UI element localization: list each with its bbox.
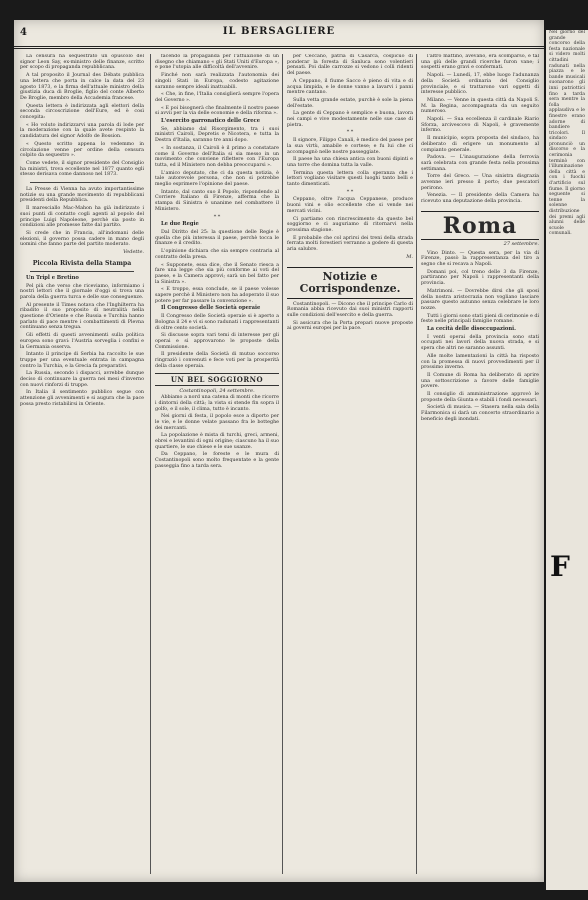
column-2 bbox=[150, 54, 283, 874]
section-title: Notizie e Corrispondenze. bbox=[287, 267, 413, 299]
roma-date: 27 settembre. bbox=[503, 240, 539, 247]
dateline: Costantinopoli, 24 settembre. bbox=[179, 388, 255, 395]
paragraph: Domani poi, col treno delle 3 da Firenze, partiranno per Napoli i rappresentanti della provincia. bbox=[421, 269, 539, 287]
subheading: L'esercito garronatico delle Grece bbox=[161, 118, 261, 125]
paragraph: Si discusse sopra vari temi di interesse per gli operai e si approvarono le proposte della Commissione. bbox=[155, 333, 279, 350]
paragraph: Il paese ha una chiesa antica con buoni dipinti e una torre che domina tutta la valle. bbox=[287, 157, 413, 168]
paragraph: Questa lettera è indirizzata agli elettori della seconda circoscrizione dell'Eure, ed è così concepita: bbox=[20, 103, 144, 121]
paragraph: « In sostanza, il Cairoli è il primo a constatare come il Governo dell'Italia si sia messo in un movimento che conviene riflettere con l'Europa tutta, ed il Ministero non debba preoccuparsi ». bbox=[155, 145, 279, 168]
paragraph: Venezia. — Il presidente della Camera ha ricevuto una deputazione della provincia. bbox=[421, 193, 539, 205]
paragraph: Sulla vetta grande estate, purchè è sole la piena dell'estate. bbox=[287, 97, 413, 109]
paragraph: Società di musica. — Stasera nella sala della Filarmonica si darà un concerto straordinario a beneficio degli inondati. bbox=[421, 405, 539, 422]
paragraph: L'amico deputato, che ci da questa notizia, è tale autorevole persona, che non si potrebbe meglio esprimere l'opinione del paese. bbox=[155, 170, 279, 188]
paragraph: La popolazione è mista di turchi, greci, armeni, ebrei e levantini di ogni origine; ciascuno ha il suo quartiere, le sue chiese e le sue usanze. bbox=[155, 433, 279, 450]
paragraph: l'altro mattino, avevano, era scomparso, e tal una giù delle grandi ricerche furon vane; i sospetti erano gravi e confermati. bbox=[421, 54, 539, 71]
paragraph: Il Comune di Roma ha deliberato di aprire una sottoscrizione a favore delle famiglie povere. bbox=[421, 372, 539, 390]
paragraph: Intanto, dal canto suo il Popolo, rispondendo al Corriere Italiano di Firenze, afferma che la stampa di Sinistra è unanime nel combattere il Ministero. bbox=[155, 189, 279, 212]
masthead: IL BERSAGLIERE bbox=[222, 26, 336, 37]
paragraph: Intanto il principe di Serbia ha raccolto le sue truppe per una eventuale entrata in campagna contro la Turchia, e la Grecia fa preparativi. bbox=[20, 352, 144, 369]
paragraph: per Ceccano, patria di Casarca, cospicuo di ponderar la foresta di Sanluca sono volentieri pensati. Poi dalle carrozze si vedono i colli ridenti del paese. bbox=[287, 54, 413, 77]
paragraph: Come vedete, il signor presidente del Consiglio ha ministri, trova eccellente nel 1877 quanto egli stesso derisava come dannoso nel 1873. bbox=[20, 160, 144, 178]
paragraph: facendo la propaganda per l'attuazione di un disegno che chiamano « gli Stati Uniti d'Europa », e pone l'utopia alle difficoltà dell'avvenire. bbox=[155, 54, 279, 71]
columns bbox=[20, 54, 538, 874]
newspaper-page bbox=[14, 20, 544, 882]
paragraph: La Russia, secondo i dispacci, avrebbe dunque deciso di continuare la guerra nei mesi d'inverno con nuovi rinforzi di truppe. bbox=[20, 371, 144, 388]
paragraph: Costantinopoli. — Dicono che il principe Carlo di Romania abbia ricevuto dai suoi ministri rapporti sulle condizioni dell'esercito e della guerra. bbox=[287, 301, 413, 318]
paragraph: Il presidente della Società di mutuo soccorso ringraziò i convenuti e fece voti per la prosperità della classe operaia. bbox=[155, 352, 279, 369]
paragraph: In Italia il sentimento pubblico segue con attenzione gli avvenimenti e si augura che la pace possa presto ristabilirsi in Oriente. bbox=[20, 390, 144, 407]
paragraph: « E troppo, essa conclude, se il paese volesse sapere perchè il Ministero non ha adoperato il suo potere per far passare la convenzione ». bbox=[155, 287, 279, 304]
paragraph: Napoli. — Sua eccellenza il cardinale Riario Sforza, arcivescovo di Napoli, è gravemente infermo. bbox=[421, 117, 539, 134]
paragraph: « E poi bisognerà che finalmente il nostro paese si avvii per la via delle economie e della riforma ». bbox=[155, 105, 279, 117]
separator-stars: * * bbox=[213, 213, 221, 220]
subheading: Un Tripl e Bretino bbox=[26, 274, 79, 281]
paragraph: Torre del Greco. — Una sinistra disgrazia avvenne ieri presso il porto; due pescatori perirono. bbox=[421, 174, 539, 191]
roma-title: Roma bbox=[442, 212, 518, 239]
paragraph: E probabile che col aprirsi dei treni della strada ferrata molti forestieri verranno a godere di questa aria salubre. bbox=[287, 235, 413, 253]
paragraph: Il Congresso delle Società operaie si è aperto a Bologna il 24 e vi si sono radunati i rappresentanti di oltre cento società. bbox=[155, 314, 279, 331]
subheading: Il Congresso delle Società operaie bbox=[161, 305, 261, 312]
paragraph: Milano. — Venne in questa città da Napoli S. M. la Regina, accompagnata da un seguito numeroso. bbox=[421, 97, 539, 115]
strip-text: Nel giorno del grande concorso della festa nazionale si videro molti cittadini radunati nella piazza e le bande musicali suonarono gli inni patriottici fino a tarda sera mentre la folla applaudiva e le finestre erano adorne di bandiere tricolori. Il sindaco pronunciò un discorso e la cerimonia terminò con l'illuminazione della città e con i fuochi d'artificio sul fiume. Il giorno seguente si tenne la solenne distribuzione dei premi agli alunni delle scuole comunali. bbox=[549, 30, 585, 237]
paragraph: I venti operai della provincia sono stati occupati nei lavori della nuova strada, e si spera che altri ne saranno assunti. bbox=[421, 334, 539, 352]
paragraph: Ci partiamo con rincrescimento da questo bel soggiorno e ci auguriamo di ritornarvi nella prossima stagione. bbox=[287, 216, 413, 233]
paragraph: Finché non sarà realizzata l'autonomia dei singoli Stati in Europa, codesto agitazione saranno sempre ideali inattuabili. bbox=[155, 73, 279, 90]
paragraph: La censura ha sequestrato un opuscolo del signor Leon Say, ex-ministro delle finanze, scritto per scopo di propaganda repubblicana. bbox=[20, 54, 144, 71]
paragraph: A Ceppano, il fiume Sacco è pieno di vita e di acqua limpida, e le donne vanno a lavarvi i panni mentre cantano. bbox=[287, 78, 413, 96]
page-number: 4 bbox=[20, 27, 27, 38]
column-4 bbox=[416, 54, 539, 874]
paragraph: Dal Diritto del 25: la questione delle Regie è quella che più interessa il paese, perchè tocca le finanze e il credito. bbox=[155, 229, 279, 247]
paragraph: Da Ceppano, le foreste e le mura di Costantinopoli sono molto frequentate e la gente passeggia fino a tarda sera. bbox=[155, 452, 279, 469]
paragraph: Tutti i giorni sono stati pieni di cerimonie e di feste nelle principali famiglie romane. bbox=[421, 313, 539, 325]
paragraph: Alle molte lamentazioni la città ha risposto con la promessa di nuovi provvedimenti per il prossimo inverno. bbox=[421, 353, 539, 371]
paragraph: Napoli. — Lunedì, 17, ebbe luogo l'adunanza della Società ordinaria del Consiglio provinciale, e si trattarono vari oggetti di interesse pubblico. bbox=[421, 73, 539, 96]
paragraph: Si crede che in Francia, all'indomani delle elezioni, il governo possa cadere in mano degli uomini che fanno parte del partito moderato. bbox=[20, 230, 144, 248]
paragraph: Gli effetti di questi avvenimenti sulla politica europea sono gravi: l'Austria sorveglia i confini e la Germania osserva. bbox=[20, 333, 144, 350]
paragraph: Termina questa lettera colla speranza che i lettori vogliano visitare questi luoghi tanto belli e tanto dimenticati. bbox=[287, 170, 413, 188]
paragraph: « Ho voluto indirizzarvi una parola di lode per la moderazione con la quale avete respinto la candidatura del signor Adolfo de Bossion. bbox=[20, 122, 144, 140]
paragraph: L'opinione dichiara che sia sempre contraria al contratto della presa. bbox=[155, 249, 279, 260]
paragraph: Ceppano, oltre l'acqua Ceppanese, produce buoni vini e olio eccellente che si vende nei mercati vicini. bbox=[287, 197, 413, 214]
paragraph: Pel più che verso che riceviamo, informiamo i nostri lettori che il giornale d'oggi si trova una parola della guerra turca e delle sue conseguenze. bbox=[20, 283, 144, 300]
separator-stars: * * bbox=[346, 188, 354, 195]
paragraph: « Supponete, essa dice, che il Senato riesca a fare una legge che sia più conforme ai voti del paese, e la Camera approvi; sarà un bel fatto per la Sinistra ». bbox=[155, 262, 279, 285]
subheading: Le due Regie bbox=[161, 221, 199, 228]
paragraph: Il consiglio di amministrazione approvò le proposte della Giunta e stabilì i fondi necessari. bbox=[421, 392, 539, 403]
paragraph: Matrimoni. — Dovrebbe dirsi che gli sposi della nostra aristocrazia non vogliano lasciare passare questo autunno senza celebrare le loro nozze. bbox=[421, 288, 539, 311]
paragraph: « Che, in fine, l'Italia consiglierà sempre l'opera del Governo ». bbox=[155, 92, 279, 103]
strip-initial: F bbox=[550, 550, 570, 583]
signature: Vedette. bbox=[123, 249, 144, 256]
divider bbox=[30, 182, 134, 183]
paragraph: Nei giorni di festa, il popolo esce a diporto per le vie, e le donne velate passano fra le botteghe dei mercanti. bbox=[155, 414, 279, 431]
roma-header bbox=[421, 211, 539, 240]
paragraph: Vino Dinto. — Questa sera, per la via di Firenze, passò la rappresentanza del tiro a segno che si recava a Napoli. bbox=[421, 250, 539, 267]
section-title: UN BEL SOGGIORNO bbox=[155, 373, 279, 386]
paragraph: Il municipio, sopra proposta del sindaco, ha deliberato di erigere un monumento al compianto generale. bbox=[421, 136, 539, 153]
paragraph: La gente di Ceppano è semplice e buona, lavora nei campi e vive modestamente nelle sue case di pietra. bbox=[287, 111, 413, 128]
divider bbox=[30, 271, 134, 272]
column-3 bbox=[282, 54, 417, 874]
section-title: Piccola Rivista della Stampa bbox=[32, 259, 132, 267]
paragraph: « Questo scritto appena lo vedemmo in circolazione venne per ordine della censura colpito da sequestro ». bbox=[20, 141, 144, 159]
separator-stars: * * bbox=[346, 129, 354, 136]
paragraph: Il signore, Filippo Canali, è medico del paese per la sua virtù, amabile e cortese; e fu lui che ci accompagnò nelle nostre passeggiate. bbox=[287, 138, 413, 155]
column-1 bbox=[20, 54, 148, 874]
subheading: La cecità delle disoccupazioni. bbox=[427, 326, 516, 333]
page-header bbox=[14, 20, 544, 49]
paragraph: Abbiamo a nord una catena di monti che ricorre i dintorni della città; la vista si stende fin sopra il golfo, e il sole, il clima, tutto è incanto. bbox=[155, 395, 279, 412]
paragraph: Padova. — L'inaugurazione della ferrovia sarà celebrata con grande festa nella prossima settimana. bbox=[421, 155, 539, 172]
paragraph: A tal proposito il Journal des Débats pubblica una lettera che porta in calce la data del 23 agosto 1873, e la firma dell'attuale ministro della giustizia duca di Broglie, figlio del conte Alberto De Broglie, membro della Accademia francese. bbox=[20, 73, 144, 101]
paragraph: Se, abbiamo dal Risorgimento, tra i suoi ministri Cairoli, Depretis e Nicotera, e tutta la Destra d'Italia, saranno tre anni dopo. bbox=[155, 126, 279, 144]
paragraph: Si assicura che la Porta prepari nuove proposte ai governi europei per la pace. bbox=[287, 320, 413, 332]
adjacent-page-strip bbox=[546, 30, 588, 890]
paragraph: Il maresciallo Mac-Mahon ha già indirizzato i suoi punti di contatto cogli agenti al popolo del principe Luigi Napoleone, perchè sia posto in condizioni alle promesse fatte dal partito. bbox=[20, 206, 144, 229]
paragraph: La Presse di Vienna ha avuto importantissime notizie su una grande movimento di repubblicani presidenti della Repubblica. bbox=[20, 187, 144, 204]
paragraph: Al presente il Times notava che l'Inghilterra ha ribadito il suo proposito di neutralità nella questione d'Oriente e che Russia e Turchia hanno parlato di pace mentre i combattimenti di Plevna continuano senza tregua. bbox=[20, 302, 144, 331]
signature: M. bbox=[406, 253, 413, 260]
